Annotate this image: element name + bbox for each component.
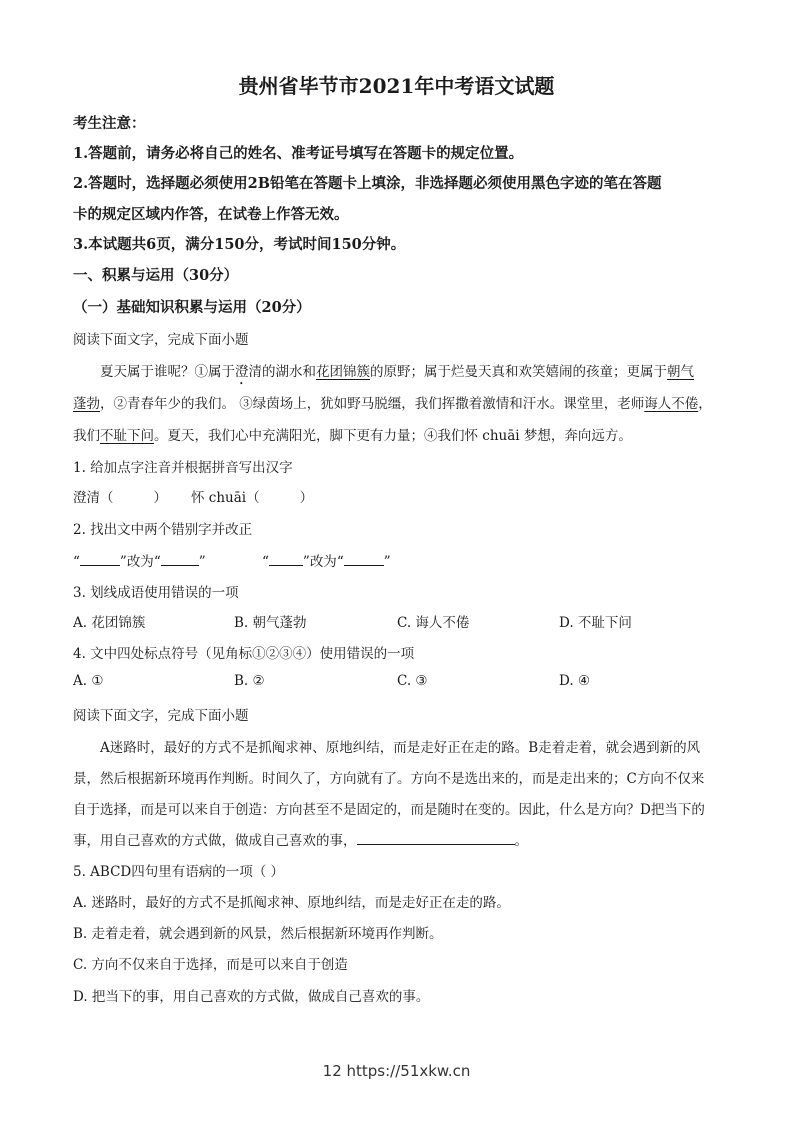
underlined-idiom: 蓬勃 (73, 396, 100, 412)
part-heading: （一）基础知识积累与运用（20分） (73, 299, 311, 316)
passage-1-line-1: 夏天属于谁呢？①属于澄清的湖水和花团锦簇的原野；属于烂曼天真和欢笑嬉闹的孩童；更属于朝气 (100, 364, 694, 380)
reading-instruction-2: 阅读下面文字，完成下面小题 (73, 708, 249, 724)
passage-2-line-1: A迷路时，最好的方式不是抓阄求神、原地纠结，而是走好正在走的路。B走着走着，就会遇到新的风 (100, 740, 701, 756)
underlined-idiom: 诲人不倦 (644, 396, 699, 412)
question-2-answer-1[interactable]: “ ”改为“ ” (73, 550, 206, 570)
notice-item-2-line-1: 2.答题时，选择题必须使用2B铅笔在答题卡上填涂，非选择题必须使用黑色字迹的笔在答题 (73, 175, 662, 192)
question-5-option-d[interactable]: D. 把当下的事，用自己喜欢的方式做，做成自己喜欢的事。 (73, 989, 430, 1005)
underlined-idiom: 不耻下问 (100, 428, 154, 444)
reading-instruction-1: 阅读下面文字，完成下面小题 (73, 332, 249, 348)
question-3-option-c[interactable]: C. 诲人不倦 (397, 615, 470, 631)
question-1-answer-a[interactable]: 澄清（ ） (73, 490, 167, 506)
notice-heading: 考生注意： (73, 115, 146, 132)
answer-blank[interactable] (357, 830, 515, 845)
question-2-answer-2[interactable]: “ ”改为“ ” (262, 550, 391, 570)
question-2-stem: 2. 找出文中两个错别字并改正 (73, 522, 253, 538)
question-4-stem: 4. 文中四处标点符号（见角标①②③④）使用错误的一项 (73, 646, 415, 662)
answer-blank[interactable] (80, 551, 120, 566)
question-3-option-a[interactable]: A. 花团锦簇 (73, 615, 146, 631)
question-5-option-c[interactable]: C. 方向不仅来自于选择，而是可以来自于创造 (73, 957, 348, 973)
question-3-stem: 3. 划线成语使用错误的一项 (73, 585, 239, 601)
passage-1-line-2: 蓬勃，②青春年少的我们。 ③绿茵场上，犹如野马脱缰，我们挥撒着激情和汗水。课堂里，老师诲人不倦， (73, 396, 712, 412)
passage-2-line-3: 自于选择，而是可以来自于创造：方向甚至不是固定的，而是随时在变的。因此，什么是方向？D把当下的 (73, 802, 705, 818)
question-1-answer-b[interactable]: 怀 chuāi（ ） (191, 490, 314, 506)
notice-item-1: 1.答题前，请务必将自己的姓名、准考证号填写在答题卡的规定位置。 (73, 145, 524, 162)
page-title: 贵州省毕节市2021年中考语文试题 (238, 74, 555, 98)
answer-blank[interactable] (161, 551, 199, 566)
question-4-option-d[interactable]: D. ④ (559, 673, 591, 689)
page-footer[interactable]: 12 https://51xkw.cn (322, 1062, 471, 1080)
question-5-stem: 5. ABCD四句里有语病的一项（ ） (73, 864, 285, 880)
section-heading: 一、积累与运用（30分） (73, 267, 239, 284)
passage-2-line-4: 事，用自己喜欢的方式做，做成自己喜欢的事， 。 (73, 829, 528, 849)
dotted-char: 澄 (235, 364, 249, 380)
answer-blank[interactable] (344, 551, 384, 566)
notice-item-3: 3.本试题共6页，满分150分，考试时间150分钟。 (73, 236, 406, 253)
passage-2-line-2: 景，然后根据新环境再作判断。时间久了，方向就有了。方向不是选出来的，而是走出来的；C方向不仅来 (73, 771, 705, 787)
question-3-option-b[interactable]: B. 朝气蓬勃 (234, 615, 307, 631)
question-4-option-c[interactable]: C. ③ (397, 673, 428, 689)
passage-1-line-3: 我们不耻下问。夏天，我们心中充满阳光，脚下更有力量；④我们怀 chuāi 梦想，奔向远方。 (73, 428, 632, 444)
answer-blank[interactable] (269, 551, 303, 566)
underlined-idiom: 花团锦簇 (316, 364, 370, 380)
question-5-option-a[interactable]: A. 迷路时，最好的方式不是抓阄求神、原地纠结，而是走好正在走的路。 (73, 895, 510, 911)
notice-item-2-line-2: 卡的规定区域内作答，在试卷上作答无效。 (73, 206, 349, 223)
question-1-stem: 1. 给加点字注音并根据拼音写出汉字 (73, 460, 293, 476)
question-5-option-b[interactable]: B. 走着走着，就会遇到新的风景，然后根据新环境再作判断。 (73, 926, 443, 942)
question-3-option-d[interactable]: D. 不耻下问 (559, 615, 632, 631)
question-4-option-a[interactable]: A. ① (73, 673, 104, 689)
underlined-idiom: 朝气 (667, 364, 694, 380)
question-4-option-b[interactable]: B. ② (234, 673, 265, 689)
